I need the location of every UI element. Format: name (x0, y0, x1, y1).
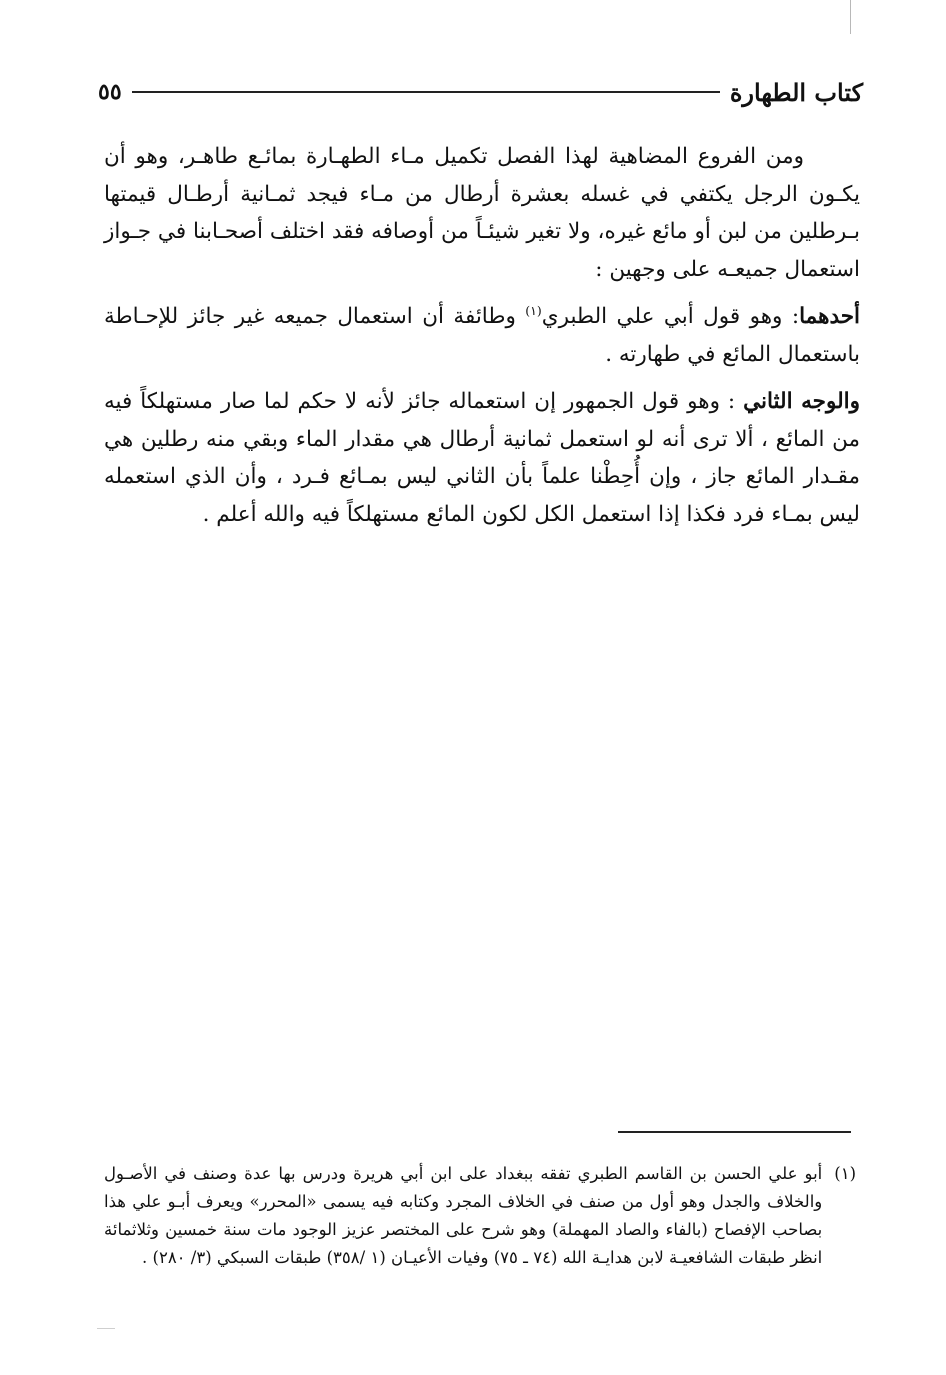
paragraph-3-lead-term: والوجه الثاني (743, 389, 860, 414)
footnote-text: أبو علي الحسن بن القاسم الطبري تفقه ببغداد على ابن أبي هريرة ودرس بها عدة وصنف في الأصـول والخلاف والجدل وهو أول من صنف في الخلاف المجرد وكتابه فيه يسمى «المحرر» ويعرف أبـو علي هذا بصاحب الإفصاح (بالفاء والصاد المهملة) وهو شرح على المختصر عزيز الوجود مات سنة خمسين وثلاثمائة انظر طبقات الشافعيـة لابن هدايـة الله (٧٤ ـ ٧٥) وفيات الأعيـان (١ /٣٥٨) طبقات السبكي (٣/ ٢٨٠) . (104, 1164, 823, 1267)
paragraph-1: ومن الفروع المضاهية لهذا الفصل تكميل مـاء الطهـارة بمائـع طاهـر، وهو أن يكـون الرجل يكتفي في غسله بعشرة أرطال من مـاء فيجد ثمـانية أرطـال قيمتها بـرطلين من لبن أو مائع غيره، ولا تغير شيئـاً من أوصافه فقد اختلف أصحـابنا في جـواز استعمال جميعـه على وجهين : (104, 144, 860, 282)
paragraph-2 (104, 298, 860, 373)
paragraph-2-text-before-note: : وهو قول أبي علي الطبري (541, 304, 800, 329)
page-header (98, 74, 863, 110)
paragraph-3 (104, 383, 860, 533)
page-number: ٥٥ (98, 79, 122, 105)
scan-edge-mark (850, 0, 851, 34)
footnote-reference[interactable]: (١) (525, 302, 542, 318)
paragraph-2-lead-term: أحدهما (799, 304, 860, 329)
paragraph-2-text-after-note: وطائفة أن استعمال جميعه غير جائز للإحـاطة باستعمال المائع في طهارته . (104, 304, 860, 367)
running-title: كتاب الطهارة (729, 77, 863, 107)
footnote-marker: (١) (834, 1164, 856, 1183)
scan-bottom-mark (97, 1328, 115, 1329)
footnote-separator (618, 1131, 851, 1133)
footnote (104, 1160, 856, 1272)
main-text (104, 138, 860, 543)
header-rule (132, 91, 720, 93)
paragraph-3-text: : وهو قول الجمهور إن استعماله جائز لأنه لا حكم لما صار مستهلكاً فيه من المائع ، ألا ترى أنه لو استعمل ثمانية أرطال هي مقدار الماء وبقي منه رطلين هي مقـدار المائع جاز ، وإن أُحِطْنا علماً بأن الثاني ليس بمـائع فـرد ، وأن الذي استعمله ليس بمـاء فرد فكذا إذا استعمل الكل لكون المائع مستهلكاً فيه والله أعلم . (104, 389, 860, 527)
